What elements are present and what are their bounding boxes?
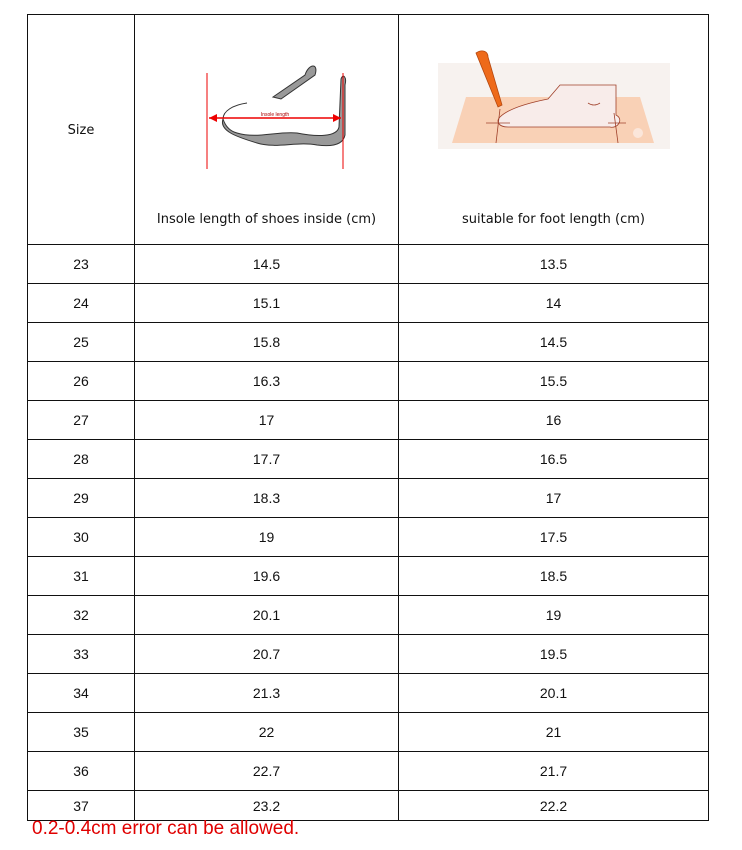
table-row — [28, 518, 709, 557]
cell-insole: 17.7 — [135, 440, 399, 479]
cell-size: 24 — [28, 284, 135, 323]
cell-insole: 22 — [135, 713, 399, 752]
table-row — [28, 479, 709, 518]
table-row — [28, 752, 709, 791]
cell-insole: 23.2 — [135, 791, 399, 821]
table-row — [28, 362, 709, 401]
cell-insole: 19 — [135, 518, 399, 557]
cell-size: 27 — [28, 401, 135, 440]
cell-foot: 13.5 — [399, 245, 709, 284]
header-insole-label: Insole length of shoes inside (cm) — [156, 212, 377, 227]
cell-foot: 16 — [399, 401, 709, 440]
cell-foot: 14.5 — [399, 323, 709, 362]
cell-size: 29 — [28, 479, 135, 518]
header-foot — [399, 15, 709, 245]
cell-foot: 16.5 — [399, 440, 709, 479]
shoe-insole-diagram-icon — [135, 45, 398, 178]
cell-size: 31 — [28, 557, 135, 596]
size-chart-table — [27, 14, 709, 821]
cell-foot: 19 — [399, 596, 709, 635]
cell-size: 28 — [28, 440, 135, 479]
cell-foot: 14 — [399, 284, 709, 323]
table-row — [28, 713, 709, 752]
header-insole — [135, 15, 399, 245]
table-row — [28, 674, 709, 713]
table-row — [28, 440, 709, 479]
cell-insole: 20.1 — [135, 596, 399, 635]
cell-insole: 21.3 — [135, 674, 399, 713]
cell-foot: 20.1 — [399, 674, 709, 713]
cell-insole: 20.7 — [135, 635, 399, 674]
cell-size: 23 — [28, 245, 135, 284]
cell-size: 34 — [28, 674, 135, 713]
cell-size: 37 — [28, 791, 135, 821]
foot-measure-diagram-icon — [399, 45, 708, 152]
header-row — [28, 15, 709, 245]
cell-insole: 18.3 — [135, 479, 399, 518]
table-row — [28, 557, 709, 596]
header-foot-label: suitable for foot length (cm) — [462, 212, 645, 227]
cell-foot: 21 — [399, 713, 709, 752]
cell-size: 30 — [28, 518, 135, 557]
table-row — [28, 245, 709, 284]
cell-size: 33 — [28, 635, 135, 674]
cell-insole: 14.5 — [135, 245, 399, 284]
table-row — [28, 401, 709, 440]
cell-insole: 15.1 — [135, 284, 399, 323]
cell-size: 36 — [28, 752, 135, 791]
cell-insole: 17 — [135, 401, 399, 440]
table-row — [28, 323, 709, 362]
header-size-label: Size — [67, 123, 95, 138]
cell-insole: 22.7 — [135, 752, 399, 791]
cell-insole: 19.6 — [135, 557, 399, 596]
cell-size: 25 — [28, 323, 135, 362]
svg-text:Insole length: Insole length — [260, 112, 289, 118]
cell-insole: 16.3 — [135, 362, 399, 401]
header-size — [28, 15, 135, 245]
cell-foot: 17.5 — [399, 518, 709, 557]
table-row — [28, 635, 709, 674]
cell-size: 32 — [28, 596, 135, 635]
cell-size: 26 — [28, 362, 135, 401]
cell-foot: 21.7 — [399, 752, 709, 791]
cell-insole: 15.8 — [135, 323, 399, 362]
cell-foot: 18.5 — [399, 557, 709, 596]
cell-foot: 22.2 — [399, 791, 709, 821]
table-row — [28, 284, 709, 323]
cell-foot: 17 — [399, 479, 709, 518]
tolerance-note: 0.2-0.4cm error can be allowed. — [32, 818, 300, 839]
cell-foot: 15.5 — [399, 362, 709, 401]
cell-size: 35 — [28, 713, 135, 752]
cell-foot: 19.5 — [399, 635, 709, 674]
table-row — [28, 791, 709, 821]
table-row — [28, 596, 709, 635]
